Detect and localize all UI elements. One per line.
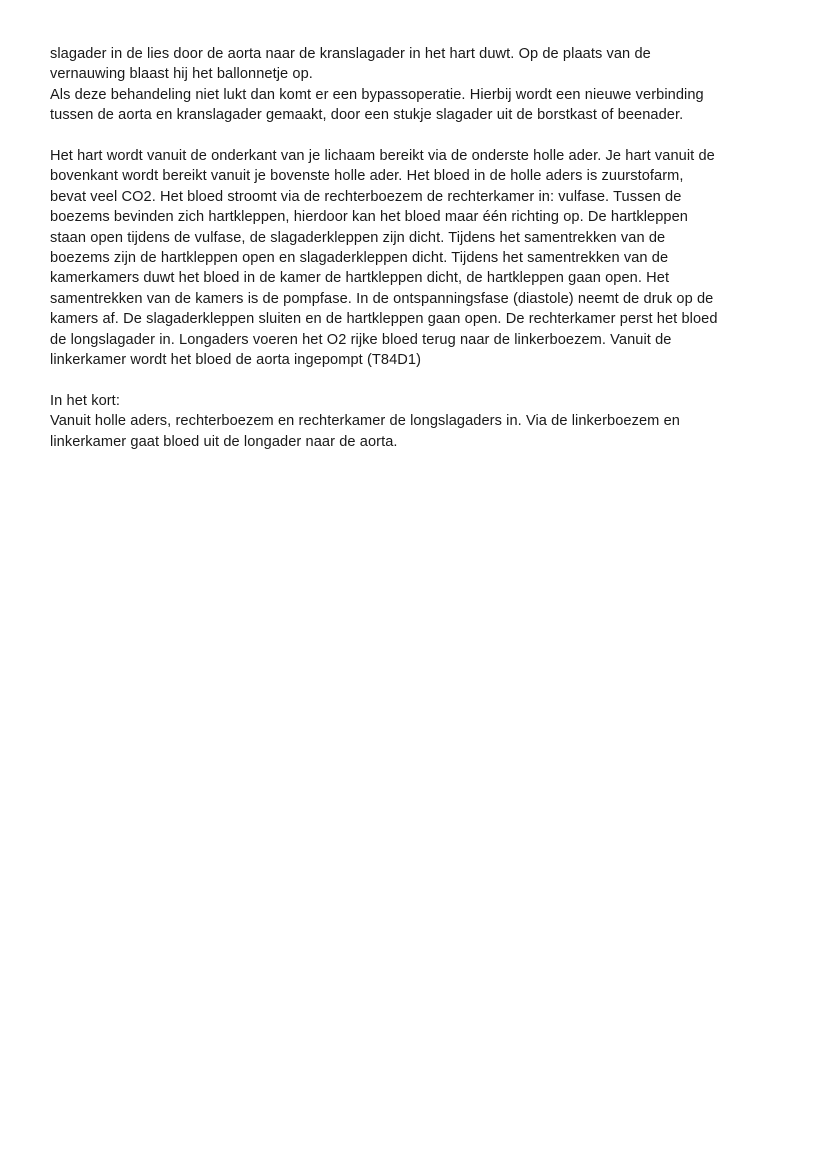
text-line: kamers af. De slagaderkleppen sluiten en de hartkleppen gaan open. De rechterkamer perst het bloed	[50, 311, 718, 328]
text-line: kamerkamers duwt het bloed in de kamer de hartkleppen dicht, de hartkleppen gaan open. Het	[50, 270, 670, 287]
text-line: samentrekken van de kamers is de pompfase. In de ontspanningsfase (diastole) neemt de druk op de	[50, 290, 714, 307]
text-line: tussen de aorta en kranslagader gemaakt, door een stukje slagader uit de borstkast of beenader.	[50, 107, 684, 124]
text-line: boezems zijn de hartkleppen open en slagaderkleppen dicht. Tijdens het samentrekken van de	[50, 250, 669, 267]
text-line: boezems bevinden zich hartkleppen, hierdoor kan het bloed maar één richting op. De hartkleppen	[50, 209, 688, 226]
paragraph-spacer	[50, 370, 779, 390]
text-line: bevat veel CO2. Het bloed stroomt via de rechterboezem de rechterkamer in: vulfase. Tussen de	[50, 188, 682, 205]
paragraph-spacer	[50, 126, 779, 146]
paragraph-2	[50, 146, 779, 370]
text-line: vernauwing blaast hij het ballonnetje op.	[50, 66, 313, 83]
text-line: linkerkamer wordt het bloed de aorta ingepompt (T84D1)	[50, 352, 422, 369]
text-line: bovenkant wordt bereikt vanuit je bovenste holle ader. Het bloed in de holle aders is zuurstofarm,	[50, 168, 684, 185]
paragraph-3	[50, 391, 779, 452]
text-line: linkerkamer gaat bloed uit de longader naar de aorta.	[50, 433, 398, 450]
text-line: staan open tijdens de vulfase, de slagaderkleppen zijn dicht. Tijdens het samentrekken van de	[50, 229, 666, 246]
text-line: slagader in de lies door de aorta naar de kranslagader in het hart duwt. Op de plaats van de	[50, 46, 651, 62]
document-text-body	[50, 44, 779, 452]
text-line: Het hart wordt vanuit de onderkant van je lichaam bereikt via de onderste holle ader. Je hart vanuit de	[50, 148, 715, 165]
text-line: Vanuit holle aders, rechterboezem en rechterkamer de longslagaders in. Via de linkerboezem en	[50, 413, 680, 430]
text-line: de longslagader in. Longaders voeren het O2 rijke bloed terug naar de linkerboezem. Vanuit de	[50, 331, 672, 348]
summary-heading-line: In het kort:	[50, 392, 120, 409]
paragraph-1	[50, 44, 779, 126]
text-line: Als deze behandeling niet lukt dan komt er een bypassoperatie. Hierbij wordt een nieuwe verbinding	[50, 86, 704, 103]
